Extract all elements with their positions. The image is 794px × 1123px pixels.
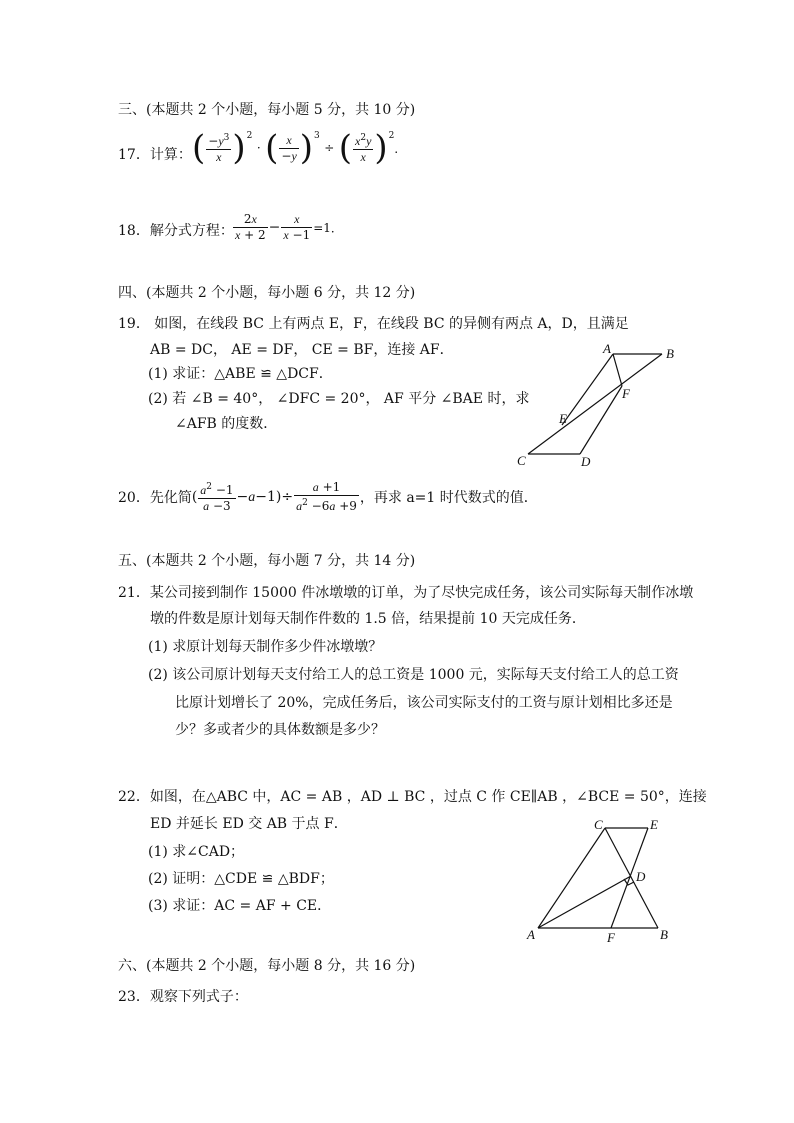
q21-part-2-line-3: 少？多或者少的具体数额是多少？	[175, 722, 385, 738]
q20-prefix: 20．先化简	[118, 490, 192, 506]
point-e-label: E	[559, 411, 567, 426]
section-4-header: 四、(本题共 2 个小题，每小题 6 分，共 12 分)	[118, 285, 416, 301]
point-a-label: A	[527, 927, 535, 942]
segment-ad	[538, 876, 631, 928]
q18-number: 18．	[118, 223, 150, 239]
q17-expression: ( $\frac{-y^3}{x}$ )$^2$ · ( $\frac{x}{-y}$ )$^3$ ÷ ( $\frac{x^2y}{x}$ )$^2$．	[192, 128, 407, 168]
q17-label: 计算：	[149, 147, 192, 163]
section-3-header: 三、(本题共 2 个小题，每小题 5 分，共 10 分)	[118, 102, 416, 118]
q22-part-2: (2) 证明：△CDE ≌ △BDF；	[148, 871, 334, 887]
q21-line-2: 墩的件数是原计划每天制作件数的 1.5 倍，结果提前 10 天完成任务．	[150, 611, 586, 627]
question-20: 20．先化简( $\frac{a^2 -1}{a -3}$ −a−1)÷ $\frac{a +1}{a^2 -6a +9}$ ，再求 a=1 时代数式的值．	[118, 480, 538, 513]
q21-part-2-line-2: 比原计划增长了 20%，完成任务后，该公司实际支付的工资与原计划相比多还是	[175, 695, 673, 711]
section-5-header: 五、(本题共 2 个小题，每小题 7 分，共 14 分)	[118, 553, 416, 569]
point-b-label: B	[660, 927, 668, 942]
q18-equation: $\frac{2x}{x + 2}$ − $\frac{x}{x -1}$ =1．	[235, 212, 343, 242]
q22-figure	[520, 812, 690, 947]
q22-line-2: ED 并延长 ED 交 AB 于点 F．	[150, 816, 348, 832]
segment-ae	[562, 354, 613, 425]
q19-figure	[510, 340, 680, 470]
q21-part-2: (2) 该公司原计划每天支付给工人的总工资是 1000 元，实际每天支付给工人的总工资	[148, 667, 679, 683]
q22-part-1: (1) 求∠CAD；	[148, 844, 245, 860]
q19-part-2: (2) 若 ∠B = 40°， ∠DFC = 20°， AF 平分 ∠BAE 时，求	[148, 391, 530, 407]
q19-part-1: (1) 求证：△ABE ≌ △DCF．	[148, 366, 333, 382]
section-6-header: 六、(本题共 2 个小题，每小题 8 分，共 16 分)	[118, 958, 416, 974]
q19-part-2-cont: ∠AFB 的度数．	[175, 416, 278, 432]
q20-tail: ，再求 a=1 时代数式的值．	[359, 490, 538, 506]
q19-number: 19．	[118, 316, 150, 332]
q19-intro-text: 如图，在线段 BC 上有两点 E，F，在线段 BC 的异侧有两点 A，D，且满足	[154, 316, 629, 332]
segment-df	[580, 386, 622, 454]
q19-conditions: AB = DC， AE = DF， CE = BF，连接 AF．	[150, 342, 454, 358]
q21-part-1: (1) 求原计划每天制作多少件冰墩墩？	[148, 639, 383, 655]
point-c-label: C	[594, 817, 603, 832]
point-e-label: E	[650, 817, 658, 832]
q22-line-1: 22．如图，在△ABC 中，AC = AB ，AD ⊥ BC ，过点 C 作 CE∥AB ，∠BCE = 50°，连接	[118, 789, 707, 805]
question-18	[118, 222, 234, 240]
question-17	[118, 146, 192, 164]
q22-part-3: (3) 求证：AC = AF + CE．	[148, 898, 332, 914]
segment-af	[613, 354, 622, 386]
segment-bc	[528, 354, 662, 454]
q21-line-1: 21．某公司接到制作 15000 件冰墩墩的订单，为了尽快完成任务，该公司实际每天制作冰墩	[118, 585, 694, 601]
point-c-label: C	[517, 453, 526, 468]
point-f-label: F	[622, 386, 630, 401]
q18-label: 解分式方程：	[149, 223, 234, 239]
point-f-label: F	[607, 930, 615, 945]
question-23: 23．观察下列式子：	[118, 989, 248, 1005]
point-d-label: D	[636, 869, 646, 884]
point-b-label: B	[666, 346, 674, 361]
segment-ac	[538, 828, 605, 928]
q17-number: 17．	[118, 147, 150, 163]
q18-rhs: =1．	[313, 221, 343, 235]
point-a-label: A	[603, 341, 611, 356]
question-19-intro	[118, 315, 629, 333]
point-d-label: D	[581, 454, 591, 469]
segment-cb	[605, 828, 658, 928]
